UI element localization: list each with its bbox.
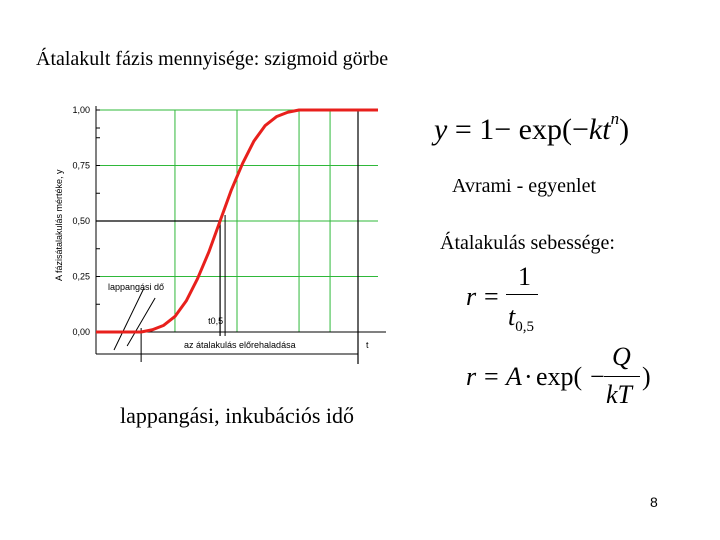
half-time-guide <box>96 221 220 336</box>
rate1-t: t <box>508 302 516 331</box>
incubation-label: lappangási dő <box>108 282 165 292</box>
avrami-minus: − <box>494 113 512 146</box>
rate2-fraction-bar <box>604 376 640 377</box>
rate1-subscript: 0,5 <box>515 319 534 336</box>
half-time-label: t0,5 <box>208 316 224 326</box>
rate-formula-2 <box>466 342 666 412</box>
slide-title: Átalakult fázis mennyisége: szigmoid görbe <box>36 48 389 70</box>
incubation-pointer <box>114 288 144 350</box>
rate2-minus: − <box>590 362 605 391</box>
rate2-A: A <box>506 362 522 391</box>
rate2-equals: = <box>484 362 499 391</box>
avrami-k: k <box>588 113 603 146</box>
avrami-t: t <box>602 113 611 146</box>
avrami-y: y <box>434 113 448 146</box>
x-axis-label: t <box>366 340 369 350</box>
rate2-kT: kT <box>606 380 632 409</box>
incubation-caption: lappangási, inkubációs idő <box>120 403 355 428</box>
avrami-exp: exp( <box>518 113 572 146</box>
chart-labels <box>54 105 369 350</box>
avrami-close: ) <box>619 113 630 146</box>
chart-guides <box>96 110 358 364</box>
progress-label: az átalakulás előrehaladása <box>184 340 296 350</box>
rate2-Q: Q <box>612 342 631 371</box>
y-tick-label: 0,25 <box>72 271 90 282</box>
y-tick-label: 1,00 <box>72 105 90 115</box>
rate2-exp: exp( <box>536 362 583 391</box>
sigmoid-chart <box>48 96 388 386</box>
avrami-equals: = <box>454 113 472 146</box>
y-tick-label: 0,75 <box>72 160 90 171</box>
equation-name: Avrami - egyenlet <box>452 175 597 197</box>
rate1-r: r <box>466 282 477 311</box>
avrami-one: 1 <box>479 113 495 146</box>
rate2-dot: · <box>524 362 533 391</box>
y-axis-label: A fázisátalakulás mértéke, y <box>54 169 64 281</box>
rate-formula-1 <box>466 262 566 336</box>
rate1-equals: = <box>484 282 499 311</box>
rate1-numerator: 1 <box>518 262 531 291</box>
rate2-r: r <box>466 362 477 391</box>
page-number: 8 <box>650 494 658 510</box>
avrami-n: n <box>610 109 620 128</box>
y-tick-label: 0,00 <box>72 327 90 337</box>
rate1-fraction-bar <box>506 294 538 295</box>
rate2-close: ) <box>642 362 651 391</box>
chart-axes <box>96 106 386 354</box>
y-tick-label: 0,50 <box>72 216 90 226</box>
avrami-formula <box>434 109 630 146</box>
rate-title: Átalakulás sebessége: <box>440 232 615 254</box>
avrami-neg: − <box>571 113 589 146</box>
